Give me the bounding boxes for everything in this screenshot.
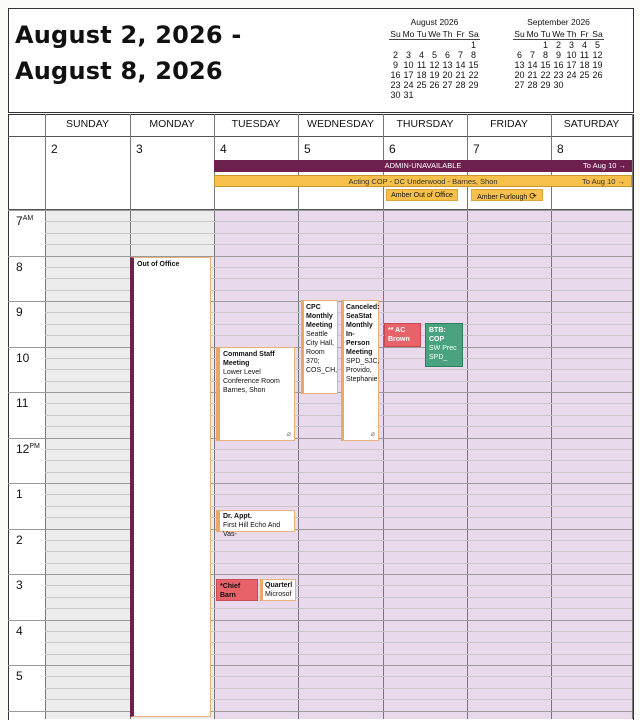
day-header-tuesday: TUESDAY xyxy=(231,118,281,130)
mini-calendar-day[interactable]: 4 xyxy=(418,50,424,60)
mini-calendar-day[interactable]: 2 xyxy=(392,50,398,60)
event-location: Lower Level xyxy=(223,369,261,376)
ac-brown-event[interactable] xyxy=(384,323,421,347)
btb-cop-event[interactable] xyxy=(425,323,463,367)
mini-calendar-day[interactable]: 11 xyxy=(579,50,590,60)
recurring-icon: ⌀ xyxy=(286,431,291,438)
hour-label xyxy=(16,260,23,274)
mini-calendar-day[interactable]: 13 xyxy=(442,60,453,70)
chief-barnes-event[interactable] xyxy=(216,579,258,601)
mini-calendar-day[interactable]: 25 xyxy=(416,80,427,90)
mini-calendar-day[interactable]: 1 xyxy=(470,40,476,50)
event-location: 370; xyxy=(306,358,320,365)
weekday: We xyxy=(428,29,441,39)
hour-number: 3 xyxy=(16,578,23,592)
date-number: 3 xyxy=(136,142,143,156)
column-divider xyxy=(298,114,299,719)
mini-calendar-day[interactable] xyxy=(454,90,467,100)
mini-calendar-day[interactable]: 17 xyxy=(403,70,414,80)
mini-calendar-day[interactable] xyxy=(526,40,539,51)
recurring-icon: ⌀ xyxy=(370,431,375,438)
hour-number: 8 xyxy=(16,260,23,274)
mini-calendar-day[interactable]: 30 xyxy=(553,80,564,90)
hour-label xyxy=(16,533,23,547)
hour-number: 12 xyxy=(16,442,30,456)
mini-calendar-day[interactable]: 18 xyxy=(579,60,590,70)
mini-calendar-day[interactable]: 1 xyxy=(542,40,548,50)
hour-line xyxy=(8,665,632,666)
weekday: Mo xyxy=(526,29,539,39)
column-divider xyxy=(214,114,215,719)
recurring-icon: ⟳ xyxy=(529,191,537,201)
mini-calendar-day[interactable]: 30 xyxy=(390,90,401,100)
day-header-saturday: SATURDAY xyxy=(563,118,620,130)
mini-calendar-month: September 2026 xyxy=(527,17,590,27)
event-title: ** AC Brown xyxy=(388,327,410,343)
hour-line xyxy=(8,438,632,439)
mini-calendar-day[interactable]: 24 xyxy=(566,70,577,80)
mini-calendar-day[interactable]: 14 xyxy=(455,60,466,70)
column-divider xyxy=(632,114,633,719)
mini-calendar-day[interactable]: 17 xyxy=(566,60,577,70)
hour-line xyxy=(8,711,632,712)
quarter-hour-line xyxy=(45,244,632,245)
mini-calendar-day[interactable]: 28 xyxy=(527,80,538,90)
amber-out-of-office-event[interactable]: Amber Out of Office xyxy=(386,189,458,201)
mini-calendar-day[interactable] xyxy=(428,90,441,100)
weekday: Su xyxy=(390,29,401,39)
weekday: Th xyxy=(442,29,453,39)
hour-line xyxy=(8,483,632,484)
mini-calendar-day[interactable]: 7 xyxy=(457,50,463,60)
quarter-hour-line xyxy=(45,233,632,234)
hour-label xyxy=(16,624,23,638)
mini-calendar-day[interactable] xyxy=(389,40,402,51)
column-divider xyxy=(467,114,468,719)
mini-calendar-month: August 2026 xyxy=(410,17,459,27)
mini-calendar-day[interactable]: 27 xyxy=(514,80,525,90)
header xyxy=(8,8,634,113)
acting-cop-to: To Aug 10 → xyxy=(582,177,625,186)
hour-number: 4 xyxy=(16,624,23,638)
mini-calendar-day[interactable]: 13 xyxy=(514,60,525,70)
hour-label xyxy=(16,351,29,365)
event-location: City Hall, xyxy=(306,340,335,347)
event-organizer: SPD_ xyxy=(429,354,448,361)
mini-calendar-day[interactable]: 20 xyxy=(442,70,453,80)
mini-calendar-day[interactable]: 23 xyxy=(553,70,564,80)
mini-calendar-day[interactable]: 27 xyxy=(442,80,453,90)
mini-calendar-day[interactable]: 9 xyxy=(555,50,561,60)
date-range-title-line1: August 2, 2026 - xyxy=(15,21,242,49)
date-range-title-line2: August 8, 2026 xyxy=(15,57,223,85)
day-header-friday: FRIDAY xyxy=(490,118,528,130)
weekday: Tu xyxy=(416,29,427,39)
mini-calendar-day[interactable]: 3 xyxy=(568,40,574,50)
mini-calendar-day[interactable] xyxy=(454,40,467,51)
mini-calendar-day[interactable]: 14 xyxy=(527,60,538,70)
mini-calendar-day[interactable] xyxy=(402,40,415,51)
acting-cop-label: Acting COP - DC Underwood - Barnes, Shon xyxy=(348,177,498,186)
event-location: First Hill Echo And Vas- xyxy=(223,522,281,538)
hour-number: 11 xyxy=(16,396,29,410)
mini-calendar-day[interactable] xyxy=(578,80,591,90)
event-title: BTB: COP xyxy=(429,327,446,343)
mini-calendar-day[interactable]: 16 xyxy=(390,70,401,80)
hour-number: 5 xyxy=(16,669,23,683)
mini-calendar-day[interactable]: 23 xyxy=(390,80,401,90)
mini-calendar-day[interactable]: 3 xyxy=(405,50,411,60)
mini-calendar-september xyxy=(513,17,604,90)
mini-calendar-day[interactable] xyxy=(513,40,526,51)
mini-calendar-day[interactable]: 19 xyxy=(592,60,603,70)
mini-calendar-day[interactable]: 11 xyxy=(416,60,427,70)
day-header-thursday: THURSDAY xyxy=(396,118,454,130)
weekday: We xyxy=(552,29,565,39)
event-title: Canceled: SeaStat Monthly In-Person Meeting xyxy=(346,304,380,356)
mini-calendar-day[interactable] xyxy=(415,90,428,100)
mini-calendar-day[interactable]: 8 xyxy=(542,50,548,60)
quarter-hour-line xyxy=(45,221,632,222)
mini-calendar-day[interactable]: 5 xyxy=(431,50,437,60)
event-title: Out of Office xyxy=(137,261,180,268)
mini-calendar-day[interactable] xyxy=(565,80,578,90)
out-of-office-event[interactable] xyxy=(130,257,211,717)
day-header-sunday: SUNDAY xyxy=(66,118,109,130)
quarterly-event[interactable] xyxy=(260,579,296,601)
date-number: 6 xyxy=(389,142,396,156)
weekday: Sa xyxy=(468,29,479,39)
mini-calendar-day[interactable]: 29 xyxy=(468,80,479,90)
mini-calendar-day[interactable]: 5 xyxy=(594,40,600,50)
event-location: Provido, xyxy=(346,367,372,374)
mini-calendar-day[interactable] xyxy=(441,90,454,100)
weekday: Fr xyxy=(578,29,591,40)
event-location: Conference Room xyxy=(223,378,280,385)
cpc-monthly-meeting-event[interactable] xyxy=(301,300,338,394)
hour-label xyxy=(16,669,23,683)
hour-line xyxy=(8,256,632,257)
mini-calendar-day[interactable]: 20 xyxy=(514,70,525,80)
mini-calendar-day[interactable]: 12 xyxy=(592,50,603,60)
hour-label xyxy=(16,214,33,228)
mini-calendar-day[interactable] xyxy=(467,90,480,100)
mini-calendar-day[interactable]: 19 xyxy=(429,70,440,80)
mini-calendar-day[interactable]: 28 xyxy=(455,80,466,90)
admin-unavailable-label: ADMIN-UNAVAILABLE xyxy=(384,161,462,170)
mini-calendar-day[interactable]: 29 xyxy=(540,80,551,90)
event-location: SW Prec xyxy=(429,345,457,352)
hour-line xyxy=(8,210,632,211)
event-location: COS_CH, xyxy=(306,367,338,374)
mini-calendar-day[interactable]: 16 xyxy=(553,60,564,70)
column-divider xyxy=(383,114,384,719)
amber-furlough-event[interactable] xyxy=(471,189,543,201)
date-number: 2 xyxy=(51,142,58,156)
mini-calendar-day[interactable]: 2 xyxy=(555,40,561,50)
hour-number: 7 xyxy=(16,214,23,228)
day-header-wednesday: WEDNESDAY xyxy=(307,118,374,130)
amber-furlough-label: Amber Furlough xyxy=(477,194,528,201)
mini-calendar-day[interactable]: 15 xyxy=(540,60,551,70)
am-pm-label: AM xyxy=(22,215,34,222)
date-number: 5 xyxy=(304,142,311,156)
weekday: Tu xyxy=(540,29,551,39)
mini-calendar-day[interactable]: 9 xyxy=(392,60,398,70)
event-title: CPC Monthly Meeting xyxy=(306,304,333,329)
hour-number: 1 xyxy=(16,487,23,501)
event-location: Room xyxy=(306,349,325,356)
column-divider xyxy=(551,114,552,719)
mini-calendar-day[interactable]: 24 xyxy=(403,80,414,90)
hour-label xyxy=(16,305,23,319)
mini-calendar-day[interactable]: 6 xyxy=(516,50,522,60)
mini-calendar-day[interactable]: 6 xyxy=(444,50,450,60)
hour-label xyxy=(16,442,40,456)
event-organizer: Barnes, Shon xyxy=(223,387,266,394)
dr-appt-event[interactable] xyxy=(216,510,295,538)
hour-line xyxy=(8,529,632,530)
weekday: Fr xyxy=(454,29,467,40)
mini-calendar-day[interactable]: 31 xyxy=(403,90,414,100)
event-title: Dr. Appt. xyxy=(223,513,252,520)
mini-calendar-day[interactable] xyxy=(441,40,454,51)
event-location: SPD_SJC, xyxy=(346,358,380,365)
event-title: Command Staff Meeting xyxy=(223,351,275,367)
hour-label xyxy=(16,396,28,410)
mini-calendar-day[interactable]: 4 xyxy=(581,40,587,50)
mini-calendar-day[interactable] xyxy=(428,40,441,51)
mini-calendar-day[interactable] xyxy=(415,40,428,51)
mini-calendar-day[interactable]: 10 xyxy=(403,60,414,70)
canceled-seastat-meeting-event[interactable] xyxy=(341,300,379,441)
date-number: 8 xyxy=(557,142,564,156)
event-title: Quarterl xyxy=(265,582,293,589)
am-pm-label: PM xyxy=(29,443,40,450)
event-title: *Chief Barn xyxy=(220,583,241,599)
hour-line xyxy=(8,574,632,575)
column-divider xyxy=(45,114,46,719)
hour-label xyxy=(16,578,23,592)
hour-number: 10 xyxy=(16,351,30,365)
mini-calendar-day[interactable]: 8 xyxy=(470,50,476,60)
hour-label xyxy=(16,487,23,501)
mini-calendar-day[interactable]: 10 xyxy=(566,50,577,60)
date-number: 7 xyxy=(473,142,480,156)
command-staff-meeting-event[interactable] xyxy=(216,347,295,441)
weekday: Th xyxy=(566,29,577,39)
mini-calendar-day[interactable]: 22 xyxy=(468,70,479,80)
day-header-monday: MONDAY xyxy=(149,118,195,130)
weekday: Su xyxy=(514,29,525,39)
hour-number: 2 xyxy=(16,533,23,547)
mini-calendar-day[interactable]: 18 xyxy=(416,70,427,80)
mini-calendar-day[interactable]: 22 xyxy=(540,70,551,80)
mini-calendar-day[interactable]: 21 xyxy=(455,70,466,80)
mini-calendar-day[interactable]: 7 xyxy=(529,50,535,60)
admin-unavailable-bar[interactable] xyxy=(214,160,632,172)
header-divider xyxy=(8,136,632,137)
mini-calendar-day[interactable]: 21 xyxy=(527,70,538,80)
event-location: Microsof xyxy=(265,591,292,598)
mini-calendar-day[interactable]: 26 xyxy=(429,80,440,90)
acting-cop-bar[interactable] xyxy=(214,175,632,187)
mini-calendar-day[interactable]: 15 xyxy=(468,60,479,70)
mini-calendar-day[interactable]: 25 xyxy=(579,70,590,80)
weekday: Mo xyxy=(402,29,415,39)
hour-number: 9 xyxy=(16,305,23,319)
event-organizer: Stephanie xyxy=(346,376,378,383)
admin-unavailable-to: To Aug 10 → xyxy=(583,161,626,170)
mini-calendar-day[interactable]: 12 xyxy=(429,60,440,70)
weekday: Sa xyxy=(592,29,603,39)
event-location: Seattle xyxy=(306,331,328,338)
hour-line xyxy=(8,620,632,621)
mini-calendar-august xyxy=(389,17,480,100)
mini-calendar-day[interactable]: 26 xyxy=(592,70,603,80)
date-number: 4 xyxy=(220,142,227,156)
mini-calendar-day[interactable] xyxy=(591,80,604,90)
